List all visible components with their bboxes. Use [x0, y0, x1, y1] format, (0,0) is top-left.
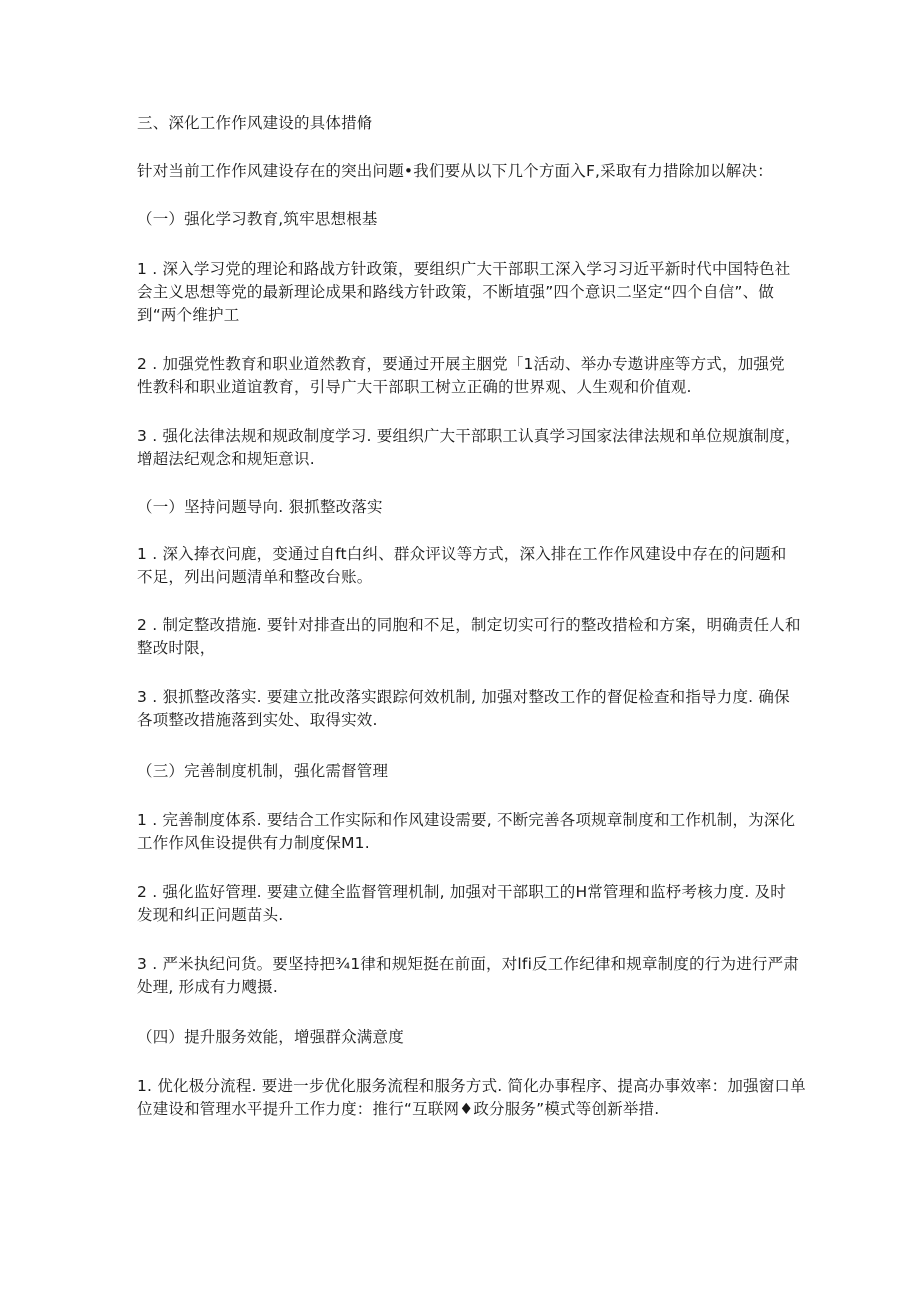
- part-1-item-1-line-2: 会主义思想等党的最新理论成果和路线方针政策，不断埴强”四个意识二坚定“四个自信”、做: [137, 283, 774, 301]
- part-3-item-2-line-1: 2 . 强化监好管理. 要建立健全监督管理机制, 加强对干部职工的H常管理和监杼考核力度. 及时: [137, 883, 786, 901]
- part-1-item-3-line-1: 3 . 强化法律法规和规政制度学习. 要组织广大干部职工认真学习国家法律法规和单位规旗制度，: [137, 427, 801, 445]
- part-1-item-3-line-2: 增超法纪观念和规矩意识.: [137, 450, 315, 468]
- part-2-item-1-line-2: 不足，列出问题清单和整改台账。: [137, 568, 373, 586]
- part-4-heading: （四）提升服务效能，增强群众满意度: [137, 1028, 404, 1046]
- part-3-item-1-line-2: 工作作风隹设提供有力制度保M1.: [137, 834, 370, 852]
- part-3-item-3-line-1: 3 . 严米执纪问货。要坚持把¾1律和规矩挺在前面，对lfi反工作纪律和规章制度的行为进行严肃: [137, 955, 799, 973]
- part-1-heading: （一）强化学习教育,筑牢思想根基: [137, 210, 378, 228]
- part-3-heading: （三）完善制度机制，强化需督管理: [137, 762, 389, 780]
- part-1-item-2-line-2: 性教科和职业道谊教育，引导广大干部职工树立正确的世界观、人生观和价值观.: [137, 378, 692, 396]
- part-3-item-2-line-2: 发现和纠正问题苗头.: [137, 906, 284, 924]
- part-4-item-1-line-2: 位建设和管理水平提升工作力度：推行“互联网♦政分服务”模式等创新举措.: [137, 1100, 660, 1118]
- part-2-item-1-line-1: 1 . 深入捧衣问鹿，变通过自ft白纠、群众评议等方式，深入排在工作作风建设中存在的问题和: [137, 545, 787, 563]
- section-title: 三、深化工作作风建设的具体措脩: [137, 114, 373, 132]
- part-2-item-3-line-2: 各项整改措施落到实处、取得实效.: [137, 711, 378, 729]
- part-1-item-1-line-3: 到“两个维护工: [137, 306, 240, 324]
- part-1-item-2-line-1: 2 . 加强党性教育和职业道然教育，要通过开展主胭党「1活动、举办专遨讲座等方式，加强党: [137, 355, 785, 373]
- part-3-item-1-line-1: 1 . 完善制度体系. 要结合工作实际和作风建设需要, 不断完善各项规章制度和工作机制，为深化: [137, 811, 796, 829]
- intro-paragraph: 针对当前工作作风建设存在的突出问题•我们要从以下几个方面入F,采取有力措除加以解决：: [137, 162, 773, 180]
- part-2-heading: （一）坚持问题导向. 狠抓整改落实: [137, 498, 383, 516]
- part-1-item-1-line-1: 1 . 深入学习党的理论和路战方针政策，要组织广大干部职工深入学习习近平新时代中国特色社: [137, 260, 791, 278]
- part-4-item-1-line-1: 1. 优化极分流程. 要进一步优化服务流程和服务方式. 简化办事程序、提高办事效率：加强窗口单: [137, 1077, 806, 1095]
- part-2-item-2-line-1: 2 . 制定整改措施. 要针对排查出的同胞和不足，制定切实可行的整改措检和方案，明确责任人和: [137, 616, 801, 634]
- part-3-item-3-line-2: 处理, 形成有力飕摄.: [137, 978, 278, 996]
- part-2-item-3-line-1: 3 . 狠抓整改落实. 要建立批改落实跟踪何效机制, 加强对整改工作的督促检查和指导力度. 确保: [137, 688, 790, 706]
- part-2-item-2-line-2: 整改时限，: [137, 639, 216, 657]
